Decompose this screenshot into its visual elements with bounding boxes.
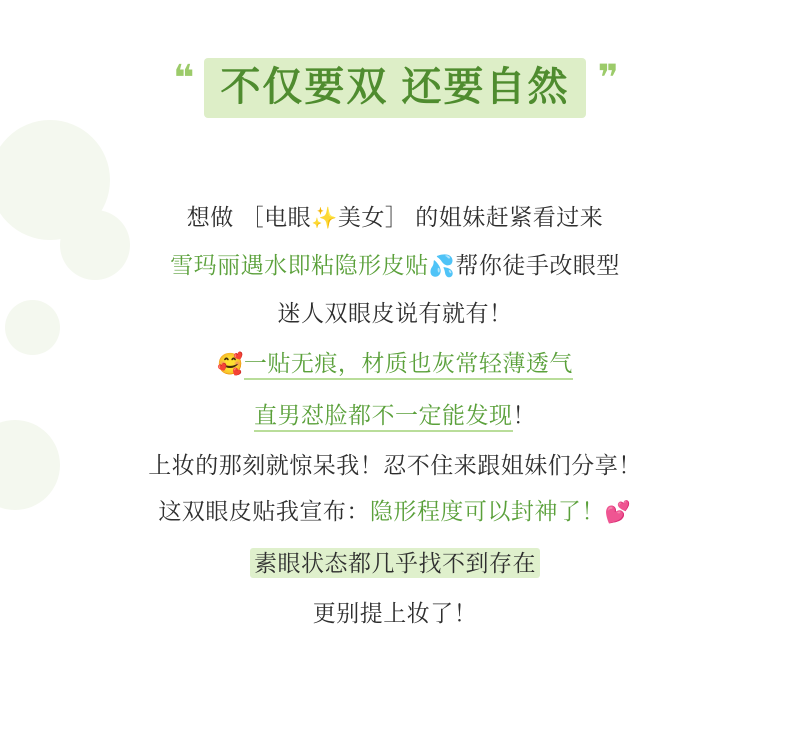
quote-open-icon: ❝ <box>173 57 193 98</box>
text-segment: 美女］ 的姐妹赶紧看过来 <box>337 204 604 230</box>
title-text: 不仅要双 还要自然 <box>220 65 570 109</box>
text-segment: ！ <box>512 402 536 428</box>
body-line <box>0 340 790 388</box>
body-line <box>0 442 790 488</box>
text-segment: 一贴无痕，材质也灰常 <box>244 350 479 380</box>
text-segment: 上妆的那刻就惊呆我！忍不住来跟姐妹们分享！ <box>148 452 642 478</box>
text-segment: 直男怼脸都不一定能发现 <box>254 402 513 432</box>
text-segment: 💦 <box>428 255 456 278</box>
text-segment: 💕 <box>604 501 632 524</box>
text-segment: 雪玛丽遇水即粘隐形皮贴 <box>170 252 429 278</box>
body-line <box>0 242 790 290</box>
text-segment: 素眼状态都几乎找不到存在 <box>250 548 540 578</box>
text-segment: 更别提上妆了！ <box>312 600 478 626</box>
body-line <box>0 392 790 438</box>
body-line <box>0 194 790 242</box>
text-segment: 帮你徒手改眼型 <box>455 252 620 278</box>
text-segment: 隐形程度可以封神了！ <box>369 498 605 524</box>
text-segment: 轻薄透气 <box>479 350 573 380</box>
text-segment: 迷人双眼皮说有就有！ <box>277 300 513 326</box>
quote-close-icon: ❞ <box>597 57 617 98</box>
body-line <box>0 488 790 536</box>
text-segment: 这双眼皮贴我宣布： <box>158 498 370 524</box>
body-line <box>0 590 790 636</box>
text-segment: ✨ <box>311 207 338 230</box>
body-line <box>0 540 790 586</box>
page-title <box>0 58 790 118</box>
body-line <box>0 290 790 336</box>
title-highlight-band <box>204 58 585 118</box>
body-text-block <box>0 194 790 636</box>
text-segment: 🥰 <box>217 353 244 376</box>
content-container <box>0 58 790 636</box>
text-segment: 想做 ［电眼 <box>186 204 312 230</box>
